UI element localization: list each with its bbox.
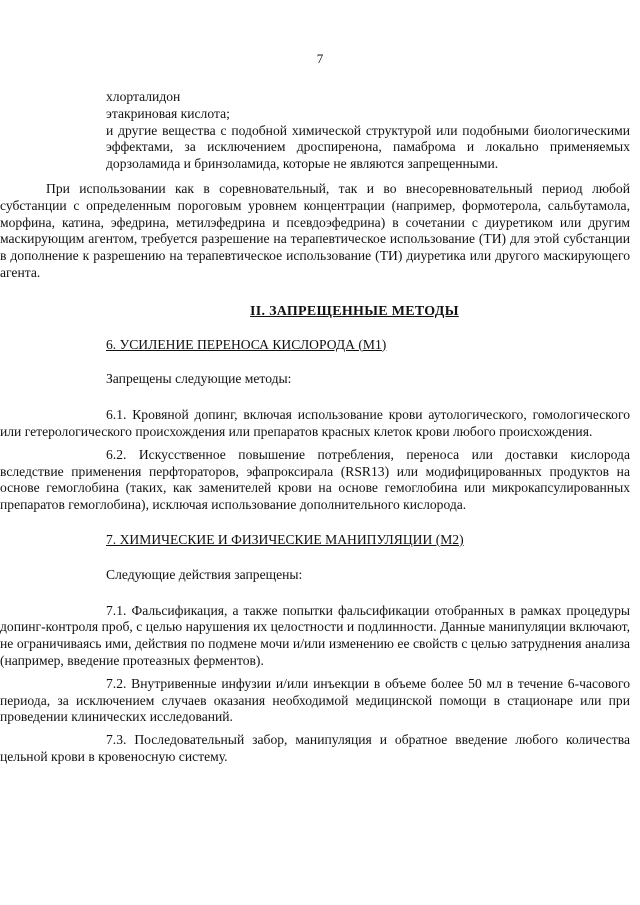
document-body	[0, 89, 630, 766]
section-m1-intro: Запрещены следующие методы:	[106, 371, 292, 387]
list-item-chlortalidone: хлорталидон	[106, 89, 181, 104]
paragraph-other-substances: и другие вещества с подобной химической структурой или подобными биологическими эффектами, за исключением дроспиренона, памаброма и локально применяемых дорзоламида и бринзоламида, которые не являются запрещенными.	[106, 122, 630, 172]
list-item-ethacrynic-acid: этакриновая кислота;	[106, 105, 230, 121]
item-6-1: 6.1. Кровяной допинг, включая использование крови аутологического, гомологического или гетерологического происхождения или препаратов красных клеток крови любого происхождения.	[0, 407, 630, 439]
item-7-1: 7.1. Фальсификация, а также попытки фальсификации отобранных в рамках процедуры допинг-контроля проб, с целью нарушения их целостности и подлинности. Данные манипуляции включают, не ограничиваясь ими, действия по подмене мочи и/или изменению ее свойств с целью затруднения анализа (например, введение протеазных ферментов).	[0, 602, 630, 668]
section-m2-intro: Следующие действия запрещены:	[106, 566, 303, 582]
item-6-2: 6.2. Искусственное повышение потребления, переноса или доставки кислорода вследствие применения перфтораторов, эфапроксирала (RSR13) или модифицированных продуктов на основе гемоглобина (таких, как заменителей крови на основе гемоглобина или микрокапсулированных препаратов гемоглобина), исключая использование дополнительного кислорода.	[0, 446, 630, 513]
item-7-2: 7.2. Внутривенные инфузии и/или инъекции в объеме более 50 мл в течение 6-часового периода, за исключением случаев оказания необходимой медицинской помощи в стационаре или при проведении клинических исследований.	[0, 675, 630, 725]
section-title-m2: 7. ХИМИЧЕСКИЕ И ФИЗИЧЕСКИЕ МАНИПУЛЯЦИИ (М2)	[106, 531, 464, 547]
paragraph-threshold-substances: При использовании как в соревновательный, так и во внесоревновательный период любой субстанции с определенным пороговым уровнем концентрации (например, формотерола, сальбутамола, морфина, катина, эфедрина, метилэфедрина и псевдоэфедрина) в сочетании с диуретиком или другим маскирующим агентом, требуется разрешение на терапевтическое использование (ТИ) для этой субстанции в дополнение к разрешению на терапевтическое использование (ТИ) диуретика или другого маскирующего агента.	[0, 180, 630, 280]
item-7-3: 7.3. Последовательный забор, манипуляция и обратное введение любого количества цельной крови в кровеносную систему.	[0, 732, 630, 764]
section-title-m1: 6. УСИЛЕНИЕ ПЕРЕНОСА КИСЛОРОДА (М1)	[106, 336, 387, 352]
page-number: 7	[316, 51, 324, 66]
heading-prohibited-methods: II. ЗАПРЕЩЕННЫЕ МЕТОДЫ	[250, 303, 459, 319]
